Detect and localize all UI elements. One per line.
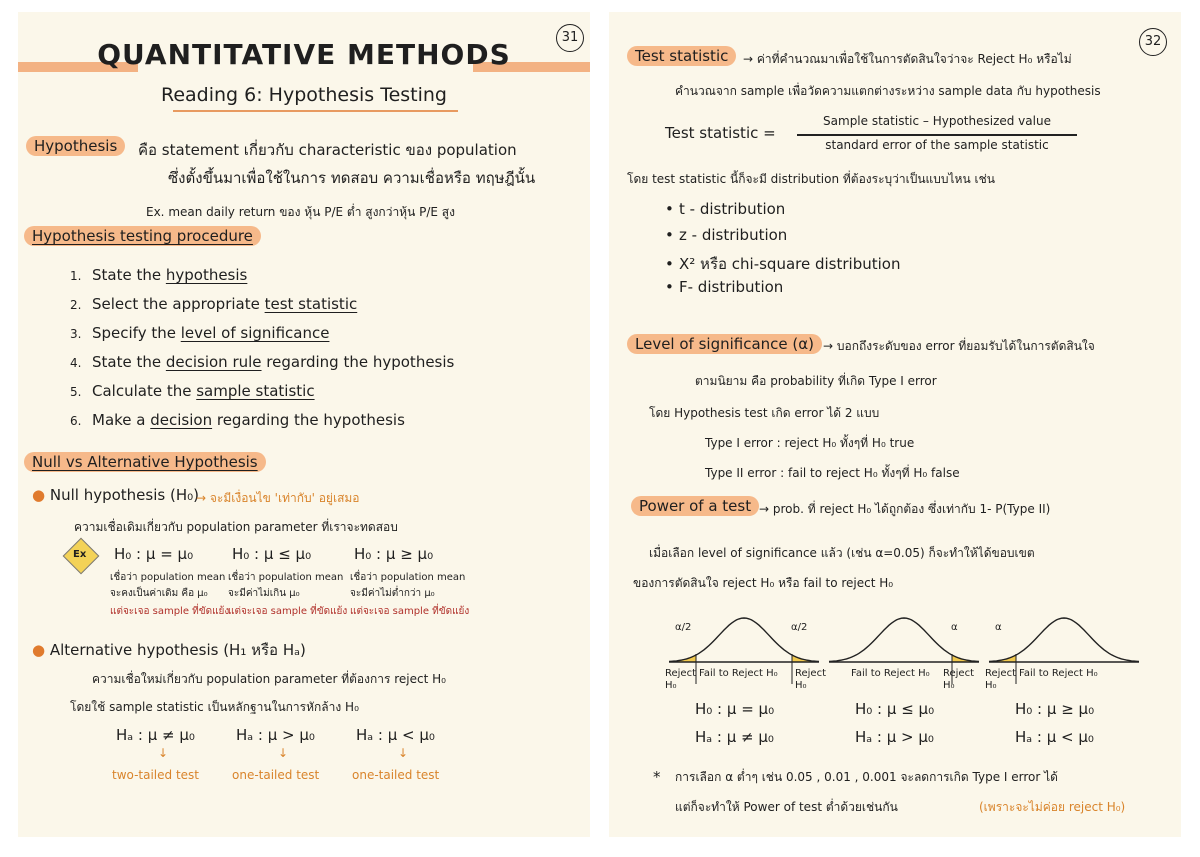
alt-desc1: ความเชื่อใหม่เกี่ยวกับ population parameter ที่ต้องการ reject H₀ (92, 672, 446, 686)
null-desc: ความเชื่อเดิมเกี่ยวกับ population parameter ที่เราจะทดสอบ (74, 520, 398, 534)
step-text: Select the appropriate (92, 295, 265, 313)
bullet-icon: ● (32, 486, 46, 504)
fraction-line (797, 134, 1077, 136)
null-case-desc: จะมีค่าไม่เกิน µ₀ (228, 588, 300, 599)
bullet-icon: ● (32, 641, 46, 659)
step-number: 1. (70, 269, 82, 283)
distribution-name: F- distribution (679, 278, 784, 296)
curve-ha-formula: Hₐ : µ < µ₀ (1015, 728, 1094, 746)
alt-desc2: โดยใช้ sample statistic เป็นหลักฐานในการหักล้าง H₀ (70, 700, 359, 714)
bullet-icon: • (665, 226, 674, 244)
procedure-step (70, 353, 454, 371)
alpha-label: α/2 (675, 622, 692, 633)
page-subtitle: Reading 6: Hypothesis Testing (160, 84, 447, 106)
page-number: 31 (556, 24, 584, 52)
down-arrow-icon: ↓ (158, 746, 169, 760)
example-badge-label: Ex (73, 549, 87, 560)
footer-line1: การเลือก α ต่ำๆ เช่น 0.05 , 0.01 , 0.001 จะลดการเกิด Type I error ได้ (675, 770, 1058, 784)
alpha-label: α (995, 622, 1002, 633)
distribution-item (665, 200, 785, 218)
distribution-item (665, 252, 900, 276)
alt-case-formula: Hₐ : µ > µ₀ (236, 726, 315, 744)
significance-label: Level of significance (α) (627, 334, 822, 353)
distribution-name: z - distribution (679, 226, 788, 244)
step-text-suffix: regarding the hypothesis (261, 353, 455, 371)
fail-to-reject-label: Fail to Reject H₀ (699, 668, 778, 679)
step-text: Make a (92, 411, 151, 429)
null-case-note: แต่จะเจอ sample ที่ขัดแย้ง (228, 606, 348, 617)
hypothesis-line1: คือ statement เกี่ยวกับ characteristic ของ population (138, 141, 517, 159)
reject-label: Reject H₀ (795, 668, 827, 691)
procedure-step (70, 295, 357, 313)
null-case-desc: เชื่อว่า population mean (228, 572, 344, 583)
type1-error: Type I error : reject H₀ ทั้งๆที่ H₀ true (705, 436, 915, 450)
test-statistic-line3: โดย test statistic นี้ก็จะมี distribution ที่ต้องระบุว่าเป็นแบบไหน เช่น (627, 172, 995, 186)
tail-type-label: two-tailed test (112, 768, 199, 782)
procedure-label: Hypothesis testing procedure (24, 226, 261, 245)
step-number: 6. (70, 414, 82, 428)
alt-hypothesis-title: ● Alternative hypothesis (H₁ หรือ Hₐ) (32, 641, 306, 659)
step-keyword: hypothesis (165, 266, 248, 284)
test-statistic-label: Test statistic (627, 46, 736, 65)
bullet-icon: • (665, 278, 674, 296)
distribution-name: X² หรือ chi-square distribution (679, 255, 901, 273)
procedure-step (70, 382, 315, 400)
left-page (18, 12, 590, 837)
distribution-item (665, 226, 787, 244)
reject-label: Reject H₀ (985, 668, 1017, 691)
hypothesis-label: Hypothesis (26, 136, 125, 155)
down-arrow-icon: ↓ (278, 746, 289, 760)
step-text: State the (92, 353, 166, 371)
procedure-step (70, 411, 405, 429)
null-case-desc: จะมีค่าไม่ต่ำกว่า µ₀ (350, 588, 435, 599)
hypothesis-example: Ex. mean daily return ของ หุ้น P/E ต่ำ สูงกว่าหุ้น P/E สูง (146, 205, 455, 219)
footer-star: * (653, 768, 661, 786)
distribution-item (665, 278, 783, 296)
power-line3: ของการตัดสินใจ reject H₀ หรือ fail to reject H₀ (633, 576, 894, 590)
fail-to-reject-label: Fail to Reject H₀ (851, 668, 930, 679)
null-case-desc: เชื่อว่า population mean (350, 572, 466, 583)
power-line1: → prob. ที่ reject H₀ ได้ถูกต้อง ซึ่งเท่ากับ 1- P(Type II) (759, 502, 1051, 516)
null-case-formula: H₀ : µ = µ₀ (114, 545, 194, 563)
footer-line2b: (เพราะจะไม่ค่อย reject H₀) (979, 800, 1126, 814)
step-keyword: sample statistic (196, 382, 315, 400)
reject-label: Reject H₀ (943, 668, 975, 691)
alpha-label: α (951, 622, 958, 633)
hypothesis-line2: ซึ่งตั้งขึ้นมาเพื่อใช้ในการ ทดสอบ ความเชื่อหรือ ทฤษฎีนั้น (168, 169, 536, 187)
significance-line2: ตามนิยาม คือ probability ที่เกิด Type I error (695, 374, 937, 388)
alt-case-formula: Hₐ : µ < µ₀ (356, 726, 435, 744)
null-case-desc: เชื่อว่า population mean (110, 572, 226, 583)
step-text: Specify the (92, 324, 181, 342)
procedure-step (70, 324, 329, 342)
null-case-formula: H₀ : µ ≤ µ₀ (232, 545, 312, 563)
null-note: → จะมีเงื่อนไข 'เท่ากับ' อยู่เสมอ (196, 491, 360, 505)
step-number: 3. (70, 327, 82, 341)
null-case-formula: H₀ : µ ≥ µ₀ (354, 545, 434, 563)
null-case-desc: จะคงเป็นค่าเดิม คือ µ₀ (110, 588, 208, 599)
formula-lhs: Test statistic = (665, 124, 776, 142)
power-label: Power of a test (631, 496, 759, 515)
curve-ha-formula: Hₐ : µ > µ₀ (855, 728, 934, 746)
procedure-step (70, 266, 247, 284)
bullet-icon: • (665, 200, 674, 218)
reject-label: Reject H₀ (665, 668, 697, 691)
step-number: 5. (70, 385, 82, 399)
tail-type-label: one-tailed test (232, 768, 320, 782)
significance-line3: โดย Hypothesis test เกิด error ได้ 2 แบบ (649, 406, 880, 420)
step-keyword: test statistic (264, 295, 358, 313)
step-number: 2. (70, 298, 82, 312)
alpha-label: α/2 (791, 622, 808, 633)
subtitle-underline (173, 110, 458, 112)
normal-curve (989, 618, 1139, 662)
step-number: 4. (70, 356, 82, 370)
formula-numerator: Sample statistic – Hypothesized value (823, 114, 1051, 128)
alt-case-formula: Hₐ : µ ≠ µ₀ (116, 726, 195, 744)
power-line2: เมื่อเลือก level of significance แล้ว (เช่น α=0.05) ก็จะทำให้ได้ขอบเขต (649, 546, 1035, 560)
tail-type-label: one-tailed test (352, 768, 440, 782)
null-hypothesis-title: ● Null hypothesis (H₀) (32, 486, 199, 504)
null-case-note: แต่จะเจอ sample ที่ขัดแย้ง (110, 606, 230, 617)
step-text-suffix: regarding the hypothesis (212, 411, 405, 429)
curve-h0-formula: H₀ : µ = µ₀ (695, 700, 775, 718)
test-statistic-line2: คำนวณจาก sample เพื่อวัดความแตกต่างระหว่าง sample data กับ hypothesis (675, 84, 1101, 98)
step-text: State the (92, 266, 166, 284)
down-arrow-icon: ↓ (398, 746, 409, 760)
page-title: QUANTITATIVE METHODS (97, 38, 511, 71)
step-text: Calculate the (92, 382, 197, 400)
fail-to-reject-label: Fail to Reject H₀ (1019, 668, 1098, 679)
null-case-note: แต่จะเจอ sample ที่ขัดแย้ง (350, 606, 470, 617)
significance-line1: → บอกถึงระดับของ error ที่ยอมรับได้ในการตัดสินใจ (823, 339, 1095, 353)
curve-h0-formula: H₀ : µ ≤ µ₀ (855, 700, 935, 718)
distribution-name: t - distribution (679, 200, 786, 218)
formula-denominator: standard error of the sample statistic (825, 138, 1049, 152)
page-number: 32 (1139, 28, 1167, 56)
type2-error: Type II error : fail to reject H₀ ทั้งๆที่ H₀ false (705, 466, 960, 480)
bullet-icon: • (665, 255, 674, 273)
curve-h0-formula: H₀ : µ ≥ µ₀ (1015, 700, 1095, 718)
step-keyword: decision rule (165, 353, 262, 371)
curve-ha-formula: Hₐ : µ ≠ µ₀ (695, 728, 774, 746)
step-keyword: decision (150, 411, 213, 429)
right-page (609, 12, 1181, 837)
test-statistic-line1: → ค่าที่คำนวณมาเพื่อใช้ในการตัดสินใจว่าจะ Reject H₀ หรือไม่ (743, 52, 1072, 66)
step-keyword: level of significance (180, 324, 330, 342)
footer-line2a: แต่ก็จะทำให้ Power of test ต่ำด้วยเช่นกัน (675, 800, 898, 814)
null-alt-label: Null vs Alternative Hypothesis (24, 452, 266, 471)
